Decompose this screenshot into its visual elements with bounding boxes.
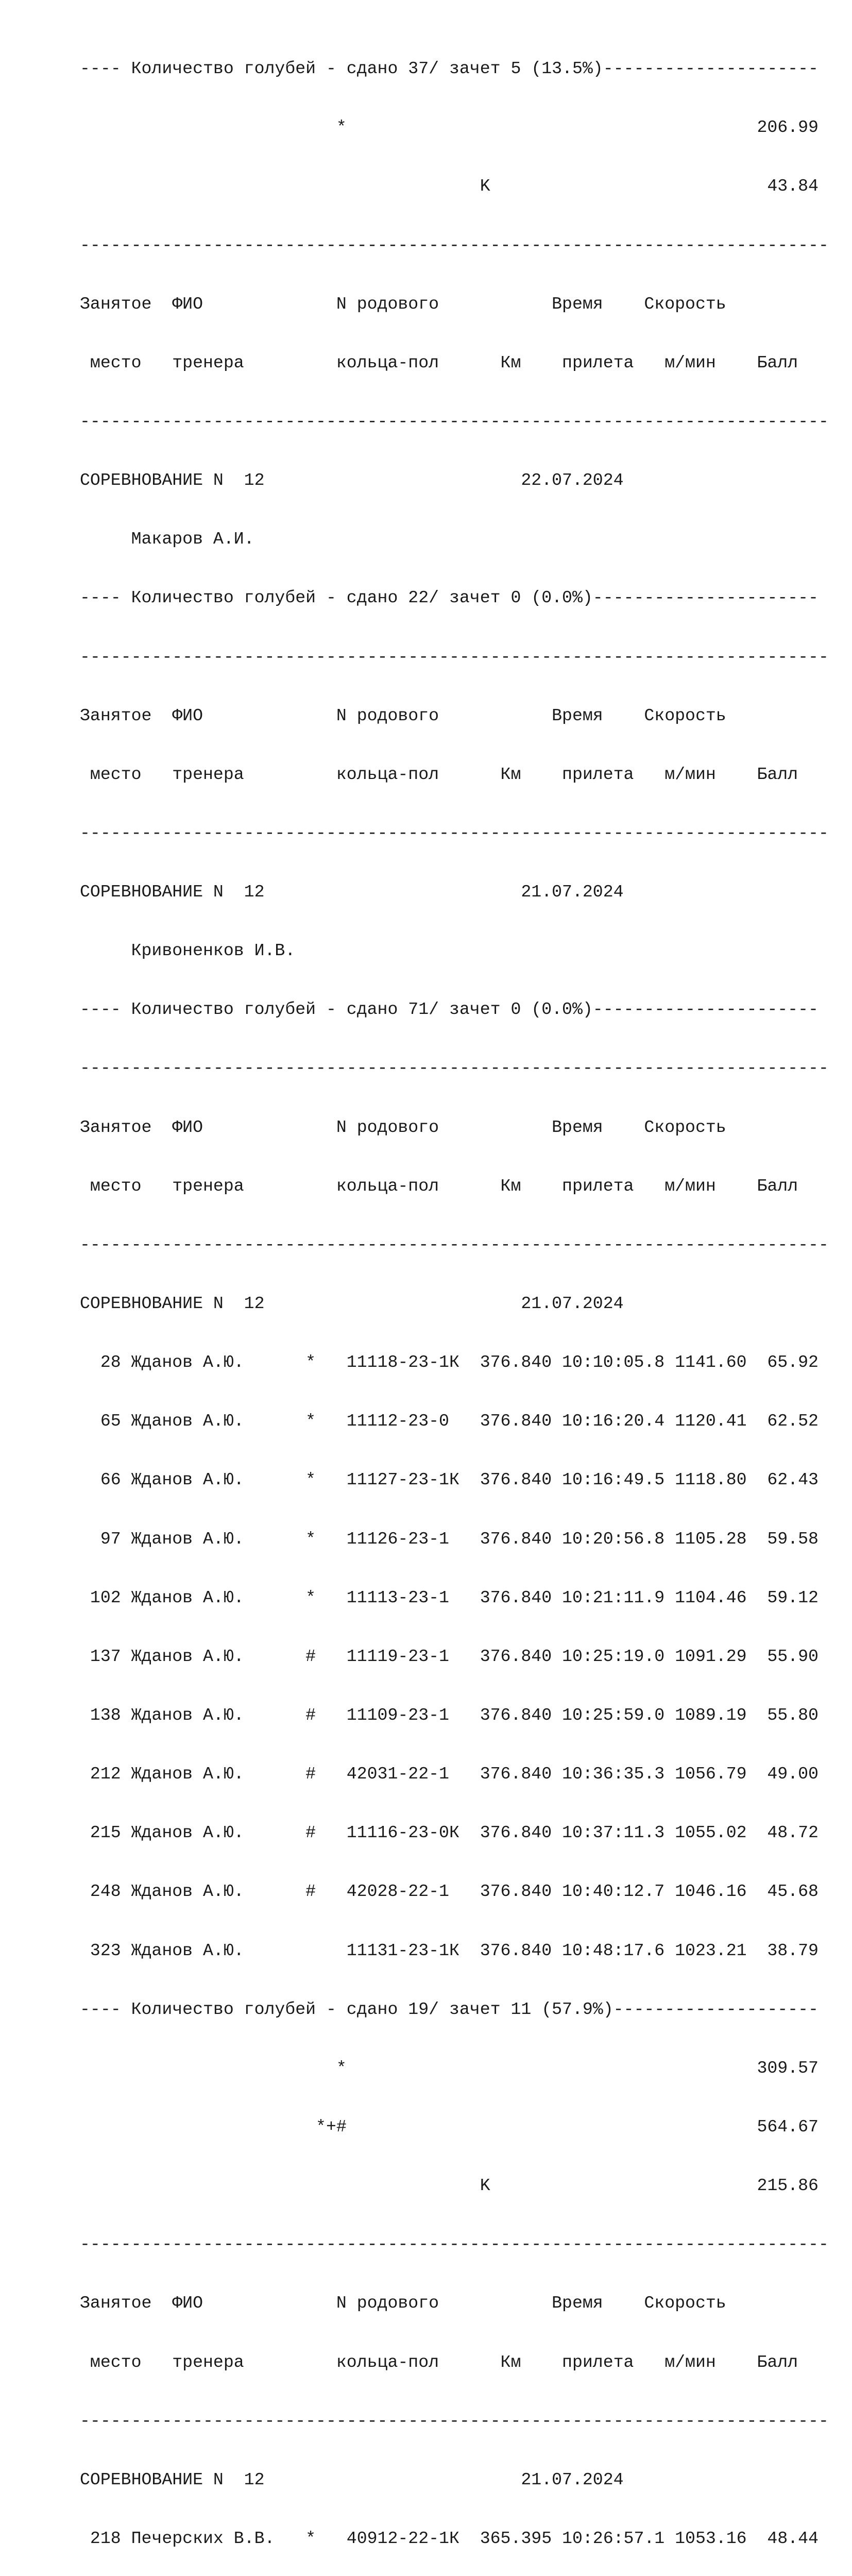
- result-row: 65 Жданов А.Ю. * 11112-23-0 376.840 10:16:20.4 1120.41 62.52: [80, 1411, 819, 1431]
- divider-line: -------------------------------------------------------------------------: [80, 235, 829, 255]
- result-row: 138 Жданов А.Ю. # 11109-23-1 376.840 10:25:59.0 1089.19 55.80: [80, 1705, 819, 1725]
- competition-title-line: СОРЕВНОВАНИЕ N 12 22.07.2024: [80, 470, 624, 490]
- column-header-line-2: место тренера кольца-пол Км прилета м/мин Балл: [80, 352, 798, 372]
- result-row: 323 Жданов А.Ю. 11131-23-1К 376.840 10:48:17.6 1023.21 38.79: [80, 1940, 819, 1960]
- pigeon-count-summary-line: ---- Количество голубей - сдано 71/ зачет 0 (0.0%)----------------------: [80, 999, 819, 1020]
- pigeon-count-summary-line: ---- Количество голубей - сдано 37/ зачет 5 (13.5%)---------------------: [80, 59, 819, 79]
- column-header-line-1: Занятое ФИО N родового Время Скорость: [80, 294, 726, 314]
- subtotal-k-line: K 215.86: [80, 2176, 819, 2196]
- column-header-line-1: Занятое ФИО N родового Время Скорость: [80, 705, 726, 725]
- subtotal-star-plus-hash-line: *+# 564.67: [80, 2117, 819, 2137]
- competition-title-line: СОРЕВНОВАНИЕ N 12 21.07.2024: [80, 882, 624, 902]
- result-row: 28 Жданов А.Ю. * 11118-23-1К 376.840 10:10:05.8 1141.60 65.92: [80, 1352, 819, 1372]
- pigeon-count-summary-line: ---- Количество голубей - сдано 22/ зачет 0 (0.0%)----------------------: [80, 588, 819, 608]
- result-row: 212 Жданов А.Ю. # 42031-22-1 376.840 10:36:35.3 1056.79 49.00: [80, 1764, 819, 1784]
- divider-line: -------------------------------------------------------------------------: [80, 1058, 829, 1078]
- column-header-line-2: место тренера кольца-пол Км прилета м/мин Балл: [80, 1176, 798, 1196]
- result-row: 97 Жданов А.Ю. * 11126-23-1 376.840 10:20:56.8 1105.28 59.58: [80, 1529, 819, 1549]
- result-row: 102 Жданов А.Ю. * 11113-23-1 376.840 10:21:11.9 1104.46 59.12: [80, 1587, 819, 1607]
- divider-line: -------------------------------------------------------------------------: [80, 1234, 829, 1255]
- subtotal-star-line: * 206.99: [80, 117, 819, 138]
- subtotal-star-line: * 309.57: [80, 2058, 819, 2078]
- result-row: 137 Жданов А.Ю. # 11119-23-1 376.840 10:25:19.0 1091.29 55.90: [80, 1646, 819, 1666]
- trainer-name-line: Кривоненков И.В.: [80, 941, 296, 961]
- result-row: 248 Жданов А.Ю. # 42028-22-1 376.840 10:40:12.7 1046.16 45.68: [80, 1882, 819, 1902]
- divider-line: -------------------------------------------------------------------------: [80, 2234, 829, 2255]
- divider-line: -------------------------------------------------------------------------: [80, 2411, 829, 2431]
- column-header-line-1: Занятое ФИО N родового Время Скорость: [80, 1117, 726, 1137]
- column-header-line-2: место тренера кольца-пол Км прилета м/мин Балл: [80, 764, 798, 784]
- column-header-line-1: Занятое ФИО N родового Время Скорость: [80, 2293, 726, 2313]
- result-row: 218 Печерских В.В. * 40912-22-1К 365.395 10:26:57.1 1053.16 48.44: [80, 2529, 819, 2548]
- competition-title-line: СОРЕВНОВАНИЕ N 12 21.07.2024: [80, 1294, 624, 1314]
- divider-line: -------------------------------------------------------------------------: [80, 411, 829, 431]
- result-row: 66 Жданов А.Ю. * 11127-23-1К 376.840 10:16:49.5 1118.80 62.43: [80, 1470, 819, 1490]
- column-header-line-2: место тренера кольца-пол Км прилета м/мин Балл: [80, 2352, 798, 2372]
- pigeon-count-summary-line: ---- Количество голубей - сдано 19/ зачет 11 (57.9%)--------------------: [80, 1999, 819, 2019]
- divider-line: -------------------------------------------------------------------------: [80, 647, 829, 667]
- subtotal-k-line: K 43.84: [80, 176, 819, 196]
- divider-line: -------------------------------------------------------------------------: [80, 823, 829, 843]
- trainer-name-line: Макаров А.И.: [80, 529, 254, 549]
- results-document: [80, 20, 832, 2576]
- competition-title-line: СОРЕВНОВАНИЕ N 12 21.07.2024: [80, 2469, 624, 2489]
- result-row: 215 Жданов А.Ю. # 11116-23-0К 376.840 10:37:11.3 1055.02 48.72: [80, 1823, 819, 1843]
